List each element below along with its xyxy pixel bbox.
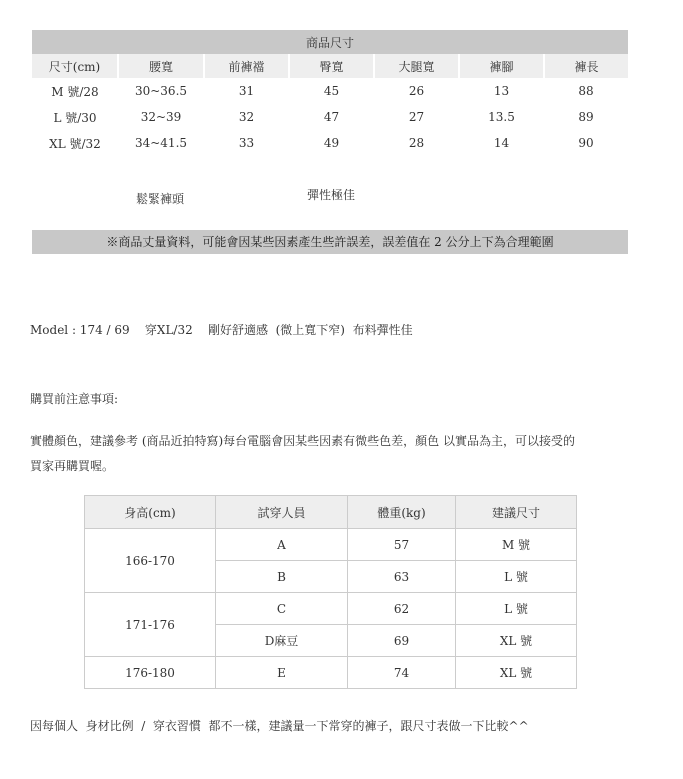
size-header-cell: 褲長 <box>544 54 628 78</box>
notice-line: 買家再購買喔。 <box>30 459 115 473</box>
size-cell: 30~36.5 <box>134 84 188 98</box>
size-header-cell: 前褲襠 <box>204 54 289 78</box>
height-cell: 176-180 <box>85 657 216 689</box>
height-cell: 171-176 <box>85 593 216 657</box>
fitting-table-row <box>85 529 577 561</box>
size-cell: 13 <box>493 84 510 98</box>
fit-cell: 57 <box>348 529 456 561</box>
size-table <box>32 30 628 156</box>
size-cell: 32~39 <box>140 110 182 124</box>
fit-header-cell: 身高(cm) <box>85 496 216 529</box>
model-info: Model : 174 / 69 穿XL/32 剛好舒適感 (微上寬下窄) 布料彈性佳 <box>30 323 413 337</box>
fit-cell: 62 <box>348 593 456 625</box>
fit-header-cell: 建議尺寸 <box>456 496 577 529</box>
fit-cell: M 號 <box>456 529 577 561</box>
size-cell: 27 <box>408 110 425 124</box>
size-cell: 47 <box>323 110 340 124</box>
fit-cell: B <box>216 561 348 593</box>
size-cell: 89 <box>578 110 594 124</box>
fit-cell: XL 號 <box>456 625 577 657</box>
fit-cell: 63 <box>348 561 456 593</box>
fitting-table-header-row <box>85 496 577 529</box>
size-header-cell: 大腿寬 <box>374 54 459 78</box>
size-header-cell: 臀寬 <box>289 54 374 78</box>
fit-cell: XL 號 <box>456 657 577 689</box>
size-cell: 31 <box>238 84 255 98</box>
size-header-cell: 褲腳 <box>459 54 544 78</box>
fitting-table-row <box>85 593 577 625</box>
size-cell: 45 <box>323 84 340 98</box>
footer-note: 因每個人 身材比例 / 穿衣習慣 都不一樣，建議量一下常穿的褲子，跟尺寸表做一下比較^^ <box>30 719 529 733</box>
fit-header-cell: 試穿人員 <box>216 496 348 529</box>
fit-cell: 74 <box>348 657 456 689</box>
size-table-row <box>32 104 628 130</box>
size-cell: L 號/30 <box>53 110 97 125</box>
fitting-table-row <box>85 657 577 689</box>
fit-cell: C <box>216 593 348 625</box>
fit-cell: L 號 <box>456 561 577 593</box>
measurement-note: ※商品丈量資料，可能會因某些因素產生些許誤差，誤差值在 2 公分上下為合理範圍 <box>32 230 628 254</box>
size-cell: 88 <box>578 84 594 98</box>
notice-line: 實體顏色，建議參考 (商品近拍特寫)每台電腦會因某些因素有微些色差，顏色 以實品為主，可以接受的 <box>30 434 575 448</box>
size-cell: M 號/28 <box>51 84 99 99</box>
size-header-cell: 尺寸(cm) <box>32 54 118 78</box>
size-cell: 14 <box>493 136 510 150</box>
fit-header-cell: 體重(kg) <box>348 496 456 529</box>
size-table-title: 商品尺寸 <box>32 30 628 54</box>
size-table-header-row <box>32 54 628 78</box>
fit-cell: E <box>216 657 348 689</box>
feature-stretch: 彈性極佳 <box>307 188 356 202</box>
size-cell: 90 <box>578 136 594 150</box>
fit-cell: D麻豆 <box>216 625 348 657</box>
size-cell: 26 <box>408 84 425 98</box>
fit-cell: A <box>216 529 348 561</box>
feature-waist: 鬆緊褲頭 <box>136 192 185 206</box>
fit-cell: L 號 <box>456 593 577 625</box>
height-cell: 166-170 <box>85 529 216 593</box>
size-cell: 49 <box>323 136 340 150</box>
size-cell: 13.5 <box>488 110 515 124</box>
size-cell: 34~41.5 <box>134 136 188 150</box>
fitting-table <box>84 495 577 689</box>
size-cell: 28 <box>408 136 425 150</box>
size-cell: XL 號/32 <box>49 136 101 151</box>
size-cell: 33 <box>238 136 255 150</box>
size-header-cell: 腰寬 <box>118 54 204 78</box>
size-table-row <box>32 78 628 104</box>
size-cell: 32 <box>238 110 255 124</box>
size-table-row <box>32 130 628 156</box>
fit-cell: 69 <box>348 625 456 657</box>
notice-heading: 購買前注意事項: <box>30 392 119 406</box>
